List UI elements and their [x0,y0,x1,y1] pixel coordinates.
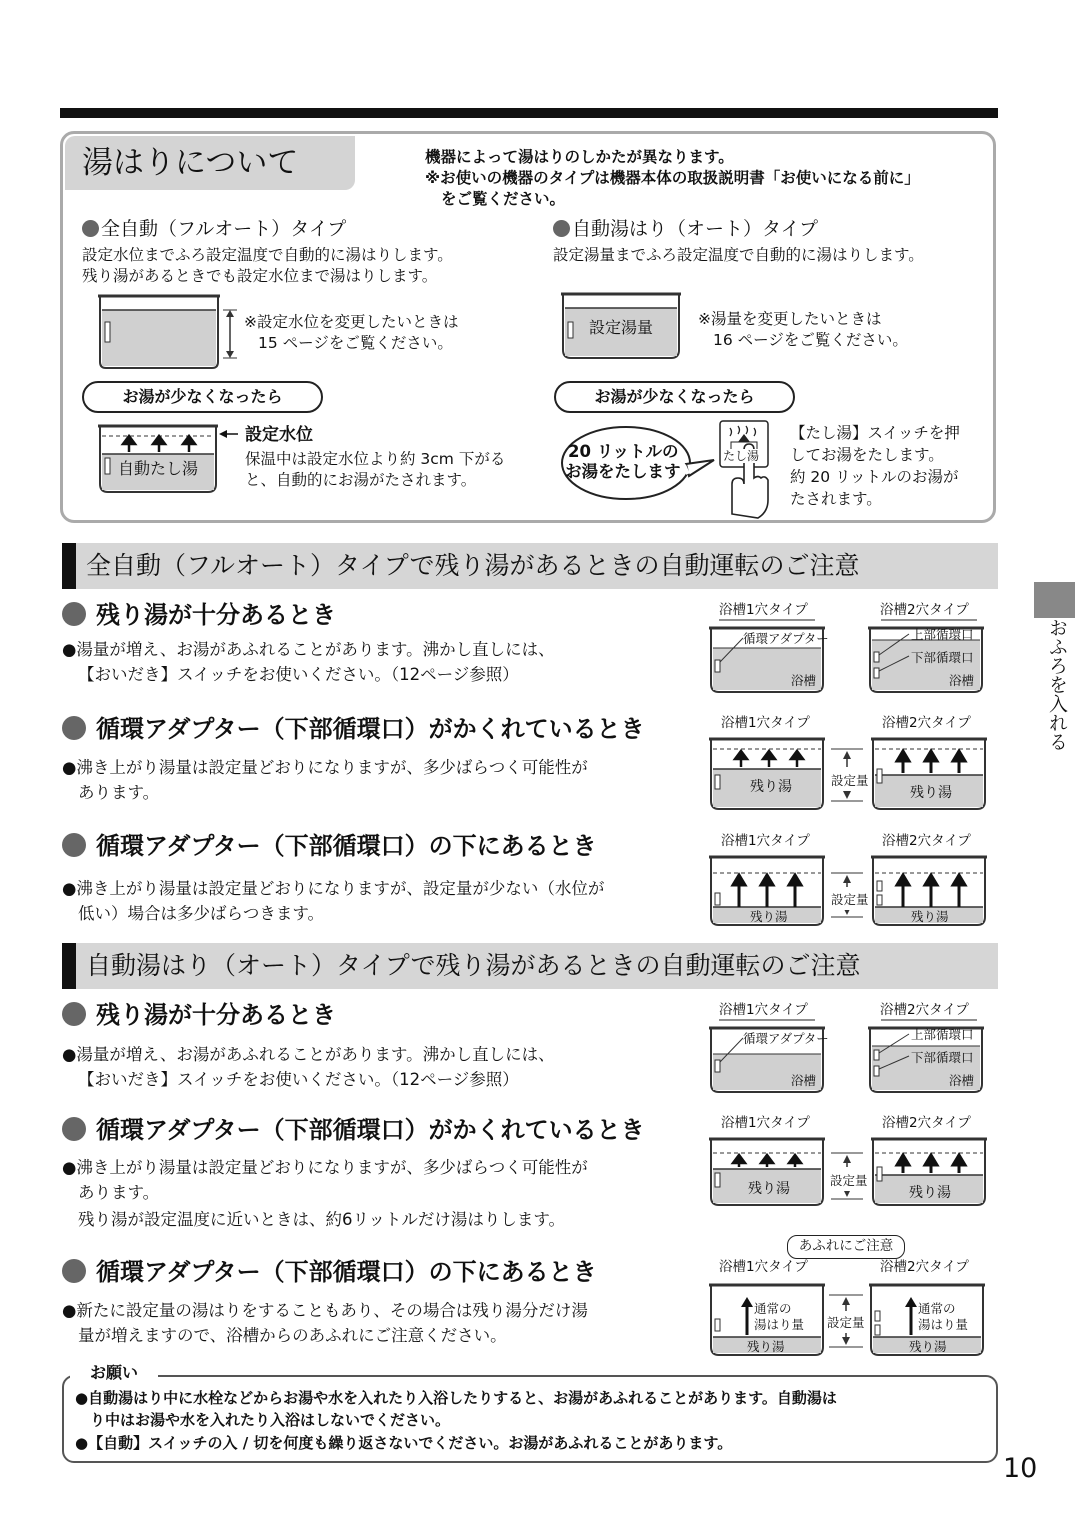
section1-title: 全自動（フルオート）タイプで残り湯があるときの自動運転のご注意 [62,543,998,589]
intro-note-3: をご覧ください。 [441,190,566,208]
type1-label: 浴槽1穴タイプ [719,1002,808,1018]
s1-item1-body2: 【おいだき】スイッチをお使いください。（12ページ参照） [78,665,519,684]
auto-note-1: ※湯量を変更したいときは [698,310,882,328]
auto-desc-1: 設定湯量までふろ設定温度で自動的に湯はりします。 [553,246,924,264]
remaining-label: 残り湯 [750,779,792,795]
notice-line-1: ●自動湯はり中に水栓などからお湯や水を入れたり入浴したりすると、お湯があふれることがあります。自動湯は [75,1389,837,1407]
bullet-icon [62,1002,86,1026]
s2-item2-body3: 残り湯が設定温度に近いときは、約6リットルだけ湯はりします。 [78,1210,566,1229]
bullet-icon [553,220,570,237]
upper-port-label: 上部循環口 [911,627,974,642]
remaining-label: 残り湯 [748,1181,790,1197]
bullet-icon [62,716,86,740]
type2-label: 浴槽2穴タイプ [880,602,969,618]
upper-port-label: 上部循環口 [911,1027,974,1042]
notice-line-2: り中はお湯や水を入れたり入浴はしないでください。 [90,1411,451,1429]
tub-label-2: 浴槽 [949,673,975,688]
s2-item3-body2: 量が増えますので、浴槽からのあふれにご注意ください。 [78,1326,507,1345]
s1-item2-heading: 循環アダプター（下部循環口）がかくれているとき [62,713,645,745]
intro-note-2: ※お使いの機器のタイプは機器本体の取扱説明書「お使いになる前に」 [425,169,920,187]
diagram-s2-1 [705,1000,995,1099]
set-amount-label: 設定量 [831,889,869,910]
auto-desc-r2: してお湯をたします。 [790,446,944,464]
full-auto-tub-label: 自動たし湯 [118,459,199,478]
normal-fill-1b: 通常の [918,1301,956,1316]
full-auto-level-desc-2: と、自動的にお湯がたされます。 [245,471,477,489]
s2-item2-body2: あります。 [78,1183,160,1202]
auto-desc-r4: たされます。 [790,490,882,508]
overflow-caution-badge: あふれにご注意 [787,1235,905,1259]
remaining-label-2: 残り湯 [909,1339,947,1354]
remaining-label: 残り湯 [747,1339,785,1354]
type2-label: 浴槽2穴タイプ [882,833,971,849]
intro-title: 湯はりについて [65,136,355,190]
adapter-label: 循環アダプター [743,631,829,646]
s1-item1-body1: ●湯量が増え、お湯があふれることがあります。沸かし直しには、 [62,640,555,659]
s2-item1-body1: ●湯量が増え、お湯があふれることがあります。沸かし直しには、 [62,1045,555,1064]
auto-note-2: 16 ページをご覧ください。 [713,331,908,349]
auto-desc-r3: 約 20 リットルのお湯が [790,468,959,486]
auto-bubble-2: お湯をたします [565,462,681,481]
s2-item3-heading: 循環アダプター（下部循環口）の下にあるとき [62,1256,597,1288]
tub-label-2: 浴槽 [949,1073,975,1088]
diagram-s1-1 [705,600,995,699]
full-auto-desc-2: 残り湯があるときでも設定水位まで湯はりします。 [82,267,438,285]
s2-item3-body1: ●新たに設定量の湯はりをすることもあり、その場合は残り湯分だけ湯 [62,1301,588,1320]
remaining-label-2: 残り湯 [909,1185,951,1201]
normal-fill-2b: 湯はり量 [918,1317,969,1332]
side-tab-marker [1034,582,1075,618]
bullet-icon [82,220,99,237]
full-auto-tub-diagram [95,290,245,372]
s2-item1-body2: 【おいだき】スイッチをお使いください。（12ページ参照） [78,1070,519,1089]
intro-note-1: 機器によって湯はりのしかたが異なります。 [425,148,734,166]
s2-item2-heading: 循環アダプター（下部循環口）がかくれているとき [62,1114,645,1146]
s1-item3-heading: 循環アダプター（下部循環口）の下にあるとき [62,830,597,862]
type1-label: 浴槽1穴タイプ [721,1115,810,1131]
section2-title: 自動湯はり（オート）タイプで残り湯があるときの自動運転のご注意 [62,943,998,989]
side-tab-label: おふろを入れる [1046,618,1068,751]
auto-bubble-1: 20 リットルの [568,442,679,461]
s1-item2-body1: ●沸き上がり湯量は設定量どおりになりますが、多少ばらつく可能性が [62,758,588,777]
diagram-s2-3 [705,1257,995,1366]
type1-label: 浴槽1穴タイプ [721,715,810,731]
type2-label: 浴槽2穴タイプ [880,1259,969,1275]
page-number: 10 [1003,1453,1038,1484]
set-amount-label: 設定量 [827,1312,865,1333]
normal-fill-1: 通常の [754,1301,792,1316]
auto-tub-label: 設定湯量 [589,318,654,337]
type1-label: 浴槽1穴タイプ [719,602,808,618]
type2-label: 浴槽2穴タイプ [882,715,971,731]
type1-label: 浴槽1穴タイプ [719,1259,808,1275]
tub-label: 浴槽 [791,1073,817,1088]
type1-label: 浴槽1穴タイプ [721,833,810,849]
auto-pill: お湯が少なくなったら [554,381,795,413]
full-auto-heading: 全自動（フルオート）タイプ [82,217,346,241]
full-auto-note-2: 15 ページをご覧ください。 [258,334,453,352]
s1-item3-body1: ●沸き上がり湯量は設定量どおりになりますが、設定量が少ない（水位が [62,879,605,898]
diagram-s1-3 [705,831,995,935]
full-auto-level-label: 設定水位 [245,425,313,445]
set-amount-label: 設定量 [831,770,869,791]
bullet-icon [62,1259,86,1283]
lower-port-label: 下部循環口 [911,1050,974,1065]
full-auto-level-desc-1: 保温中は設定水位より約 3cm 下がる [245,450,506,468]
top-rule [60,108,998,118]
diagram-s1-2 [705,713,995,817]
bullet-icon [62,1117,86,1141]
type2-label: 浴槽2穴タイプ [882,1115,971,1131]
normal-fill-2: 湯はり量 [754,1317,805,1332]
tub-label: 浴槽 [791,673,817,688]
s1-item3-body2: 低い）場合は多少ばらつきます。 [78,904,325,923]
bullet-icon [62,602,86,626]
auto-desc-r1: 【たし湯】スイッチを押 [790,424,960,442]
adapter-label: 循環アダプター [743,1031,829,1046]
lower-port-label: 下部循環口 [911,650,974,665]
remaining-label-2: 残り湯 [911,909,949,924]
full-auto-pill: お湯が少なくなったら [82,381,323,413]
remaining-label: 残り湯 [750,909,788,924]
diagram-s2-2 [705,1113,995,1217]
set-amount-label: 設定量 [830,1170,868,1191]
s2-item2-body1: ●沸き上がり湯量は設定量どおりになりますが、多少ばらつく可能性が [62,1158,588,1177]
remaining-label-2: 残り湯 [910,785,952,801]
type2-label: 浴槽2穴タイプ [880,1002,969,1018]
notice-label: お願い [70,1362,158,1384]
s1-item1-heading: 残り湯が十分あるとき [62,599,336,631]
notice-line-3: ●【自動】スイッチの入 / 切を何度も繰り返さないでください。お湯があふれることがあります。 [75,1434,733,1452]
full-auto-desc-1: 設定水位までふろ設定温度で自動的に湯はりします。 [82,246,453,264]
s1-item2-body2: あります。 [78,783,160,802]
s2-item1-heading: 残り湯が十分あるとき [62,999,336,1031]
bullet-icon [62,833,86,857]
auto-heading: 自動湯はり（オート）タイプ [553,217,818,241]
full-auto-note-1: ※設定水位を変更したいときは [244,313,459,331]
auto-switch-label: たし湯 [723,449,760,463]
